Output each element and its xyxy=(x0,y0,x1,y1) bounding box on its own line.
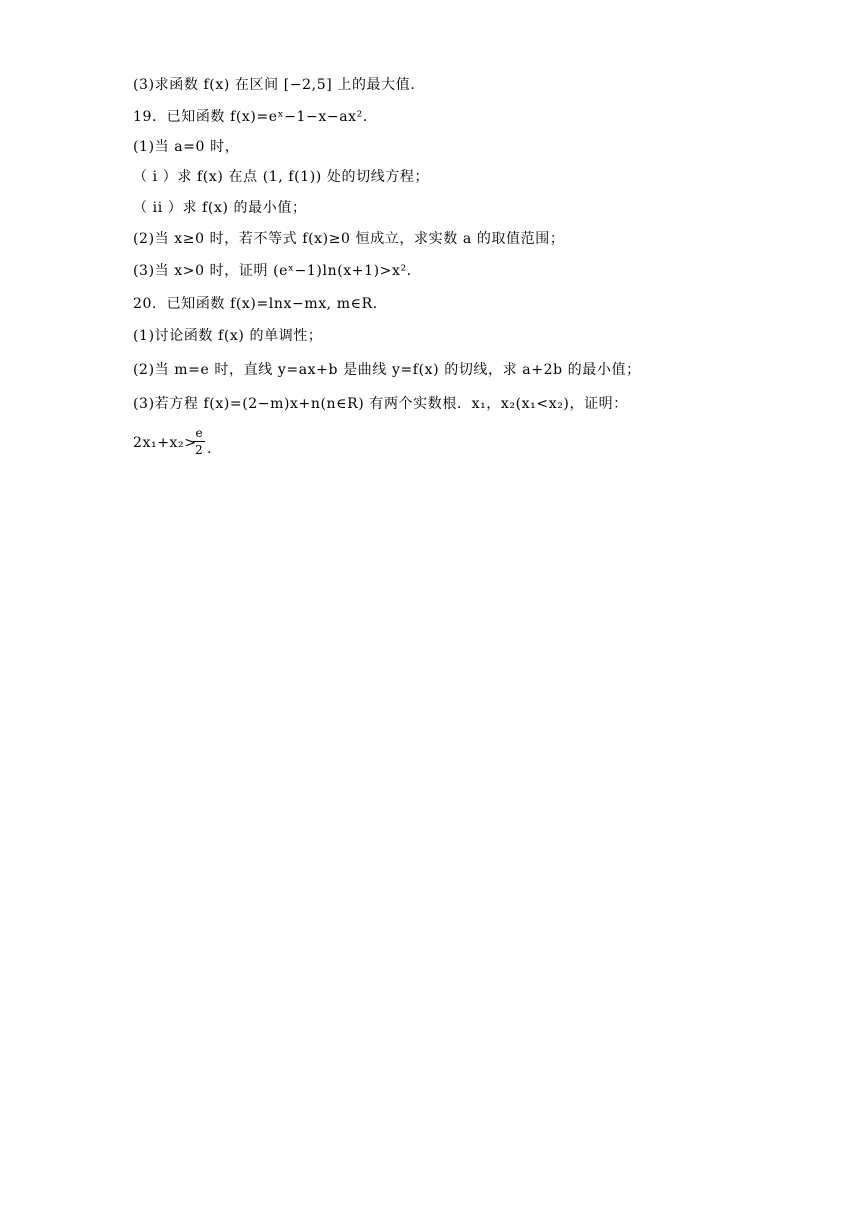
q20-stem: 20．已知函数 f(x)=lnx−mx, m∈R． xyxy=(133,296,388,312)
q20-part2: (2)当 m=e 时，直线 y=ax+b 是曲线 y=f(x) 的切线，求 a+2b 的最小值； xyxy=(133,362,641,378)
q19-part3: (3)当 x>0 时，证明 (eˣ−1)ln(x+1)>x²． xyxy=(133,263,422,279)
q19-stem: 19．已知函数 f(x)=eˣ−1−x−ax²． xyxy=(133,109,378,125)
q20-part3-conclusion: 2x₁+x₂> xyxy=(133,435,197,451)
q19-part1-ii: （ ii ）求 f(x) 的最小值； xyxy=(133,200,307,216)
fraction-bar xyxy=(193,441,205,442)
q19-part2: (2)当 x≥0 时，若不等式 f(x)≥0 恒成立，求实数 a 的取值范围； xyxy=(133,231,565,247)
q19-part1: (1)当 a=0 时， xyxy=(133,139,240,155)
q20-part1: (1)讨论函数 f(x) 的单调性； xyxy=(133,328,323,344)
q19-part1-i: （ i ）求 f(x) 在点 (1, f(1)) 处的切线方程； xyxy=(133,169,430,185)
fraction-period: . xyxy=(207,441,213,457)
q20-part3: (3)若方程 f(x)=(2−m)x+n(n∈R) 有两个实数根．x₁，x₂(x₁<x₂)，证明： xyxy=(133,396,628,412)
fraction-e-over-2 xyxy=(193,426,205,457)
fraction-denominator: 2 xyxy=(195,443,203,457)
fraction-numerator: e xyxy=(195,426,203,440)
q18-part3: (3)求函数 f(x) 在区间 [−2,5] 上的最大值． xyxy=(133,77,425,93)
